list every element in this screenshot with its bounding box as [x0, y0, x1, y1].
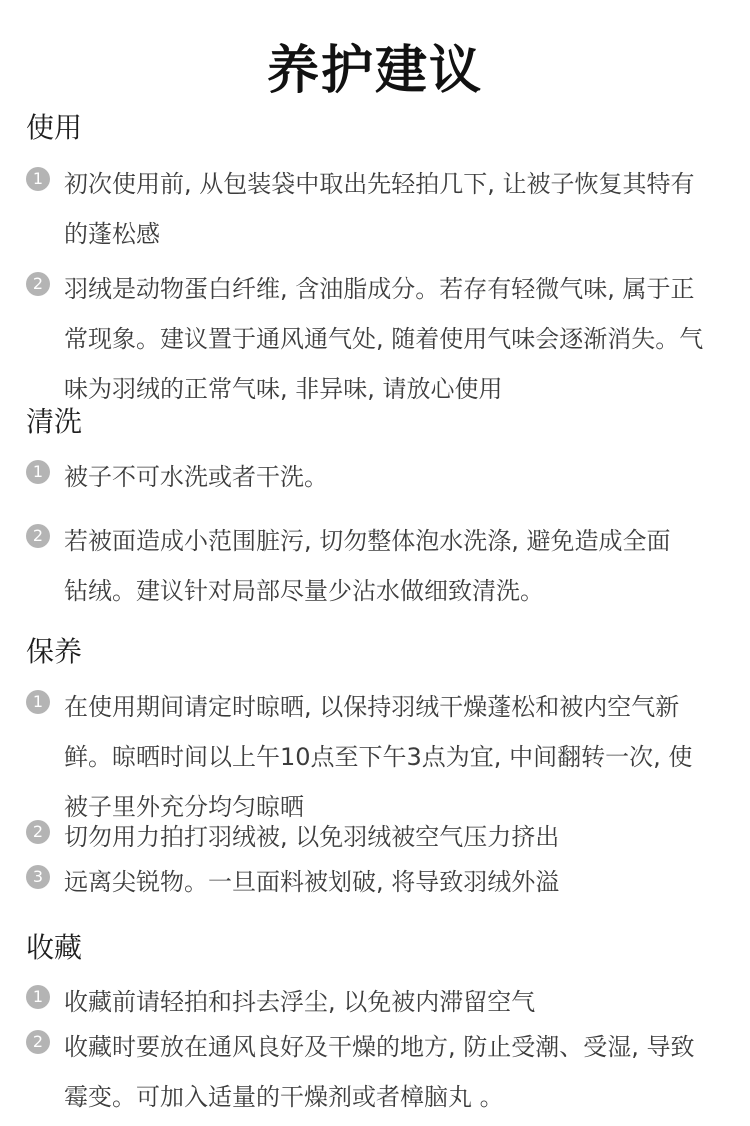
item-text-line: 切勿用力拍打羽绒被, 以免羽绒被空气压力挤出 [64, 823, 560, 851]
item-text-line: 鲜。晾晒时间以上午10点至下午3点为宜, 中间翻转一次, 使 [64, 743, 693, 771]
item-text [64, 812, 724, 862]
number-badge: 1 [26, 167, 50, 191]
number-badge: 2 [26, 524, 50, 548]
item-text-line: 被子不可水洗或者干洗。 [64, 463, 328, 491]
item-text [64, 977, 724, 1027]
item-text-line: 被子里外充分均匀晾晒 [64, 793, 304, 821]
item-text-line: 若被面造成小范围脏污, 切勿整体泡水洗涤, 避免造成全面 [64, 527, 671, 555]
number-badge: 1 [26, 690, 50, 714]
item-text [64, 452, 724, 502]
item-text-line: 羽绒是动物蛋白纤维, 含油脂成分。若存有轻微气味, 属于正 [64, 275, 695, 303]
section-heading-use: 使用 [26, 111, 83, 144]
section-heading-wash: 清洗 [26, 405, 83, 438]
item-text [64, 682, 724, 832]
item-text [64, 516, 724, 616]
number-badge: 2 [26, 272, 50, 296]
number-badge: 3 [26, 865, 50, 889]
item-text [64, 857, 724, 907]
number-badge: 2 [26, 1030, 50, 1054]
section-heading-storage: 收藏 [26, 931, 83, 964]
page-title: 养护建议 [266, 41, 483, 101]
item-text-line: 的蓬松感 [64, 220, 160, 248]
item-text [64, 1022, 724, 1122]
item-text-line: 远离尖锐物。一旦面料被划破, 将导致羽绒外溢 [64, 868, 560, 896]
item-text-line: 霉变。可加入适量的干燥剂或者樟脑丸 。 [64, 1083, 504, 1111]
item-text-line: 常现象。建议置于通风通气处, 随着使用气味会逐渐消失。气 [64, 325, 704, 353]
item-text-line: 钻绒。建议针对局部尽量少沾水做细致清洗。 [64, 577, 544, 605]
item-text-line: 在使用期间请定时晾晒, 以保持羽绒干燥蓬松和被内空气新 [64, 693, 680, 721]
item-text-line: 收藏时要放在通风良好及干燥的地方, 防止受潮、受湿, 导致 [64, 1033, 695, 1061]
number-badge: 1 [26, 985, 50, 1009]
number-badge: 2 [26, 820, 50, 844]
item-text-line: 味为羽绒的正常气味, 非异味, 请放心使用 [64, 375, 503, 403]
item-text [64, 159, 724, 259]
item-text [64, 264, 724, 414]
item-text-line: 初次使用前, 从包装袋中取出先轻拍几下, 让被子恢复其特有 [64, 170, 695, 198]
number-badge: 1 [26, 460, 50, 484]
item-text-line: 收藏前请轻拍和抖去浮尘, 以免被内滞留空气 [64, 988, 536, 1016]
section-heading-care: 保养 [26, 635, 83, 668]
